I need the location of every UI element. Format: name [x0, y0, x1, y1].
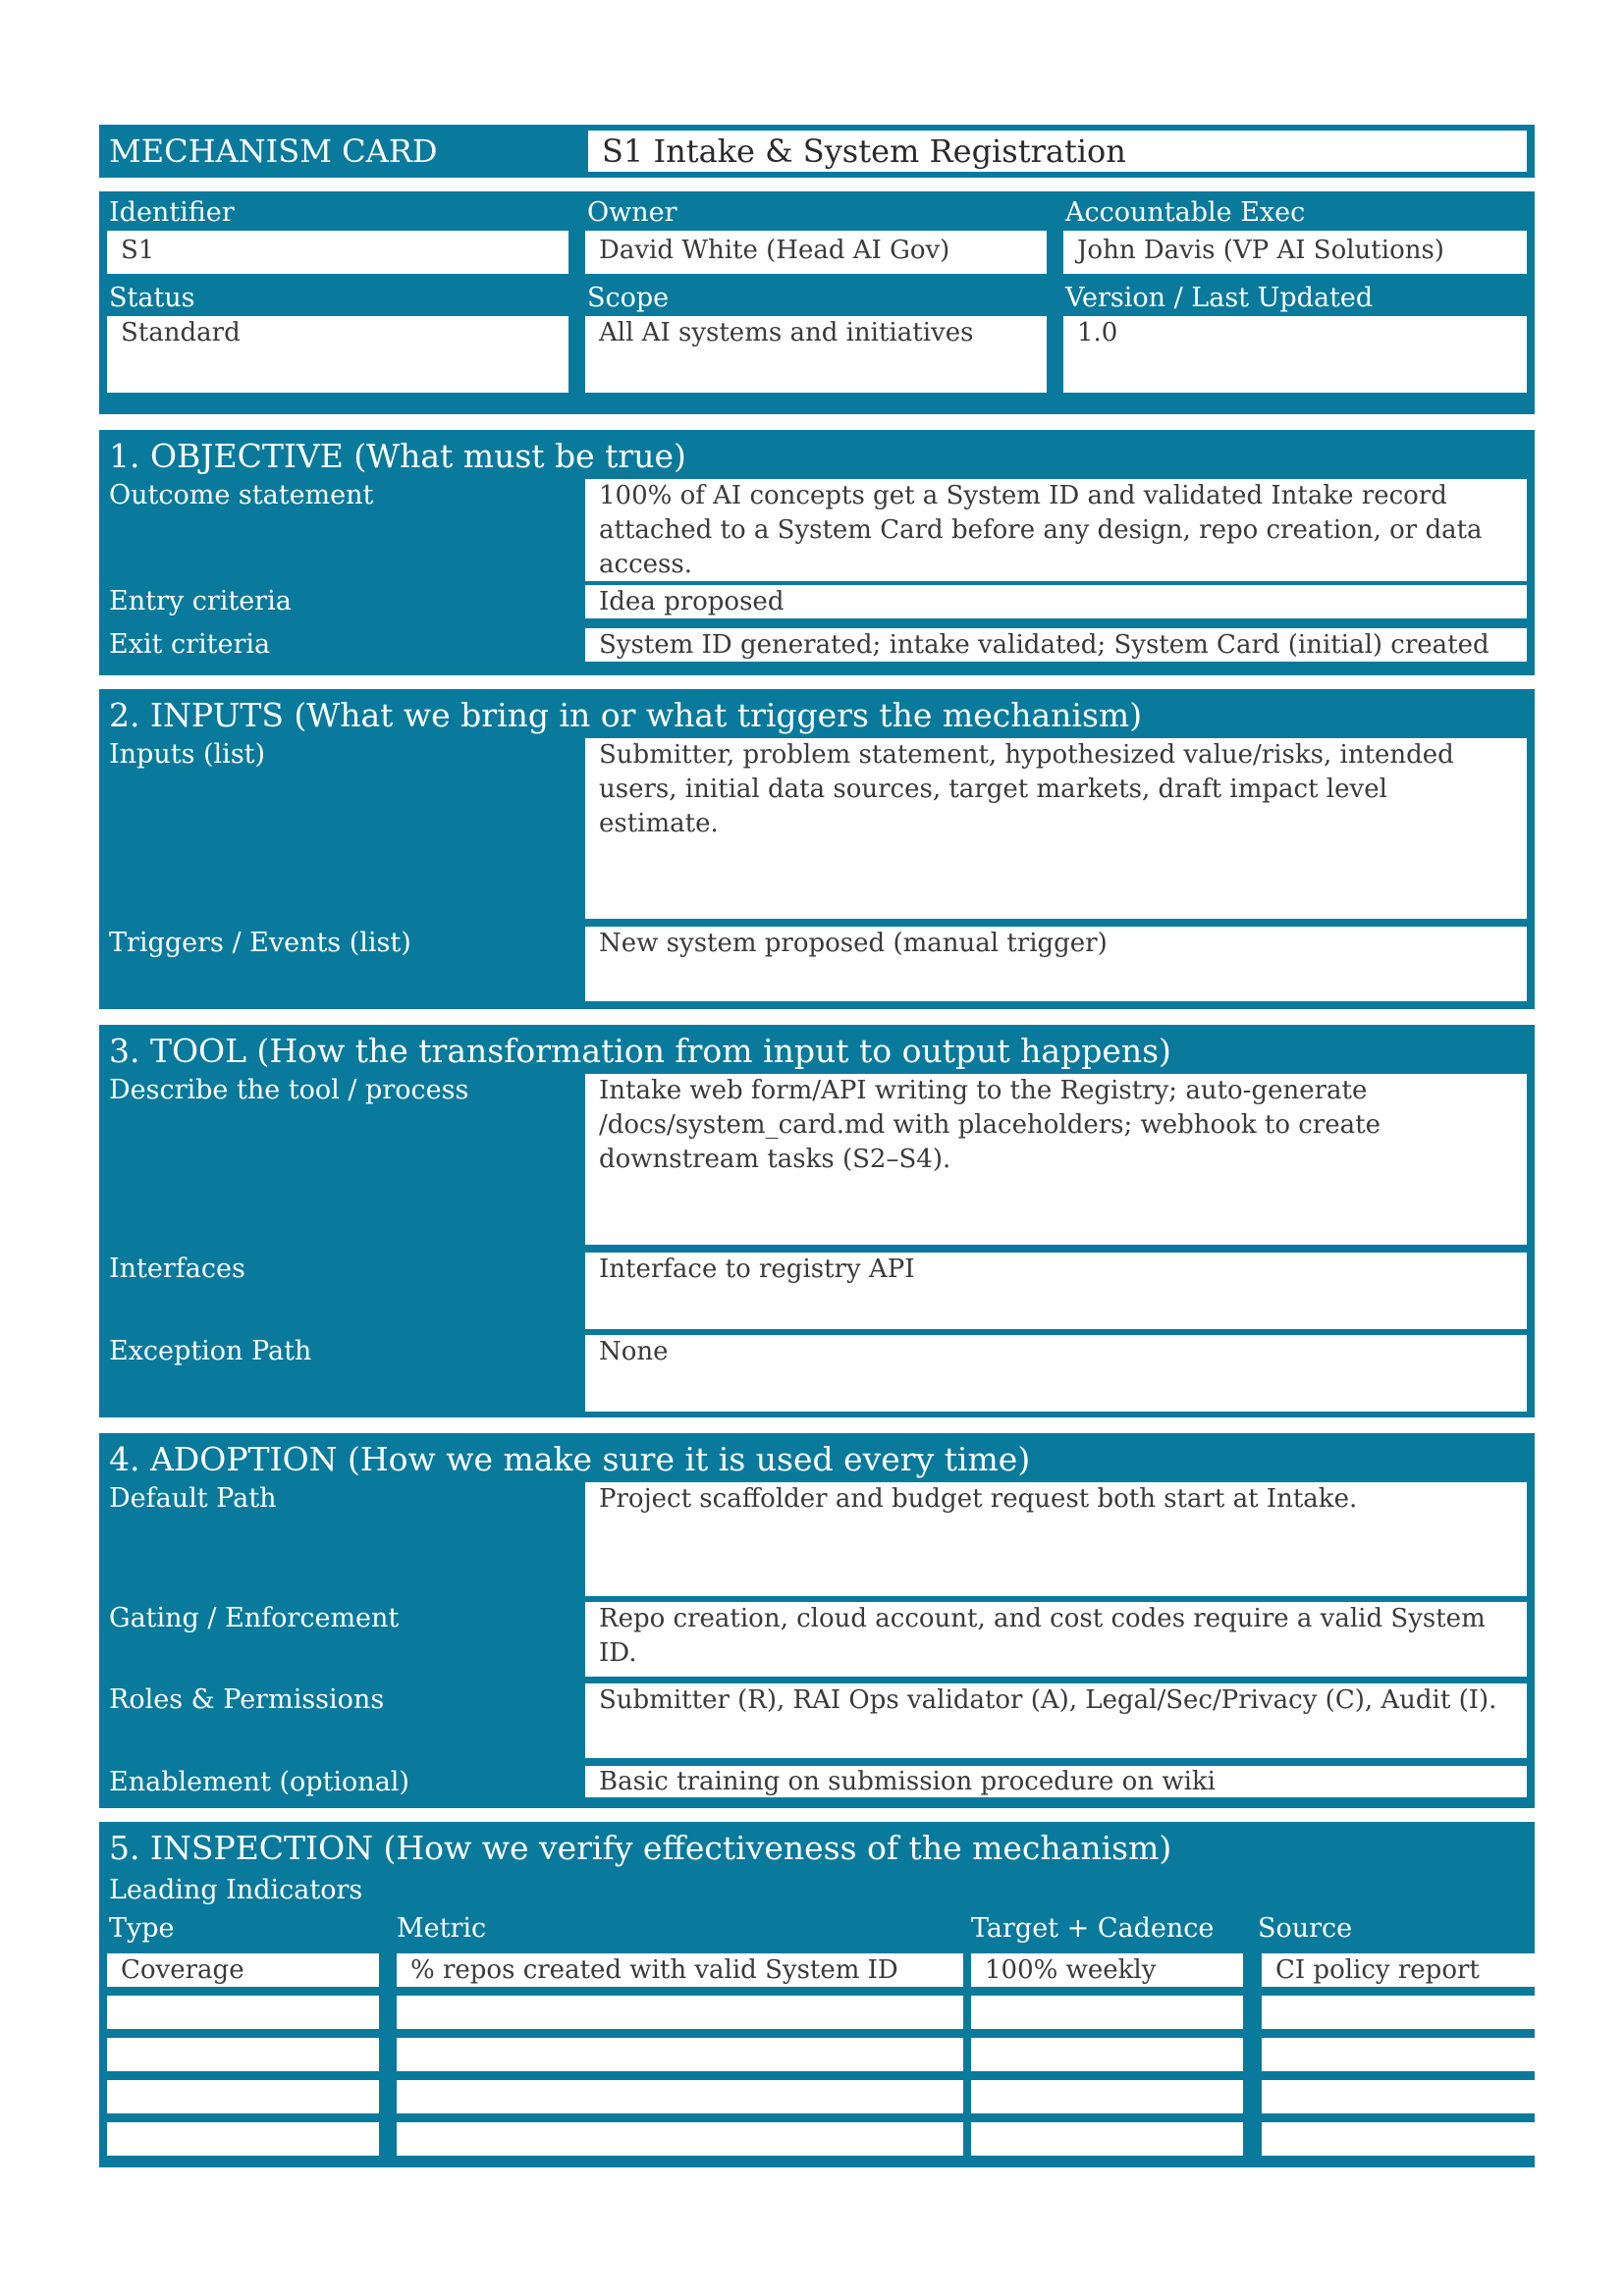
section-inspection — [99, 1822, 1535, 2167]
section-inputs — [99, 689, 1535, 1009]
col-header-type: Type — [109, 1913, 175, 1944]
indicator-cell-source: CI policy report — [1262, 1953, 1535, 1987]
identifier-value: S1 — [107, 231, 568, 274]
enablement-value: Basic training on submission procedure on wiki — [585, 1766, 1527, 1797]
indicator-cell-source — [1262, 2080, 1535, 2113]
gating-label: Gating / Enforcement — [109, 1603, 400, 1633]
identifier-label: Identifier — [109, 197, 235, 228]
indicator-cell-metric — [397, 2080, 963, 2113]
exception-path-label: Exception Path — [109, 1336, 312, 1366]
default-path-label: Default Path — [109, 1483, 277, 1514]
entry-criteria-value: Idea proposed — [585, 585, 1527, 618]
scope-label: Scope — [587, 283, 670, 313]
objective-title: 1. OBJECTIVE (What must be true) — [109, 437, 686, 475]
mechanism-card — [99, 125, 1535, 2167]
scope-value: All AI systems and initiatives — [585, 316, 1047, 393]
outcome-label: Outcome statement — [109, 480, 374, 510]
indicator-cell-type — [107, 2122, 379, 2156]
card-title: S1 Intake & System Registration — [588, 131, 1527, 172]
interfaces-value: Interface to registry API — [585, 1253, 1527, 1329]
status-value: Standard — [107, 316, 568, 393]
indicator-cell-metric: % repos created with valid System ID — [397, 1953, 963, 1987]
inputs-list-label: Inputs (list) — [109, 739, 266, 770]
indicator-cell-type: Coverage — [107, 1953, 379, 1987]
owner-label: Owner — [587, 197, 677, 228]
tool-describe-value: Intake web form/API writing to the Registry; auto-generate /docs/system_card.md with placeholders; webhook to create downstream tasks (S2–S4). — [585, 1074, 1527, 1245]
version-value: 1.0 — [1063, 316, 1527, 393]
roles-value: Submitter (R), RAI Ops validator (A), Legal/Sec/Privacy (C), Audit (I). — [585, 1683, 1527, 1758]
title-bar — [99, 125, 1535, 178]
col-header-metric: Metric — [397, 1913, 487, 1944]
indicator-cell-metric — [397, 2038, 963, 2071]
col-header-target: Target + Cadence — [971, 1913, 1215, 1944]
inspection-title: 5. INSPECTION (How we verify effectiveness of the mechanism) — [109, 1829, 1172, 1867]
indicator-table — [107, 1910, 1527, 2156]
adoption-title: 4. ADOPTION (How we make sure it is used every time) — [109, 1440, 1031, 1478]
indicator-cell-target — [971, 2122, 1243, 2156]
leading-indicators-label: Leading Indicators — [109, 1875, 363, 1905]
triggers-label: Triggers / Events (list) — [109, 928, 411, 958]
indicator-cell-type — [107, 1996, 379, 2029]
indicator-cell-source — [1262, 2038, 1535, 2071]
section-adoption — [99, 1433, 1535, 1808]
status-label: Status — [109, 283, 195, 313]
tool-describe-label: Describe the tool / process — [109, 1075, 469, 1105]
tool-title: 3. TOOL (How the transformation from input to output happens) — [109, 1032, 1171, 1070]
indicator-cell-type — [107, 2038, 379, 2071]
default-path-value: Project scaffolder and budget request both start at Intake. — [585, 1482, 1527, 1596]
accountable-exec-value: John Davis (VP AI Solutions) — [1063, 231, 1527, 274]
exception-path-value: None — [585, 1335, 1527, 1412]
exit-criteria-value: System ID generated; intake validated; System Card (initial) created — [585, 628, 1527, 662]
indicator-cell-source — [1262, 1996, 1535, 2029]
indicator-cell-target: 100% weekly — [971, 1953, 1243, 1987]
version-label: Version / Last Updated — [1065, 283, 1374, 313]
outcome-value: 100% of AI concepts get a System ID and validated Intake record attached to a System Card before any design, repo creation, or data access. — [585, 479, 1527, 581]
inputs-title: 2. INPUTS (What we bring in or what triggers the mechanism) — [109, 696, 1143, 734]
accountable-exec-label: Accountable Exec — [1065, 197, 1306, 228]
entry-criteria-label: Entry criteria — [109, 586, 292, 616]
interfaces-label: Interfaces — [109, 1254, 245, 1284]
indicator-cell-metric — [397, 1996, 963, 2029]
section-objective — [99, 430, 1535, 675]
owner-value: David White (Head AI Gov) — [585, 231, 1047, 274]
indicator-cell-target — [971, 2080, 1243, 2113]
exit-criteria-label: Exit criteria — [109, 629, 271, 660]
info-grid — [99, 191, 1535, 414]
col-header-source: Source — [1258, 1913, 1353, 1944]
indicator-cell-source — [1262, 2122, 1535, 2156]
section-tool — [99, 1025, 1535, 1417]
indicator-cell-metric — [397, 2122, 963, 2156]
indicator-cell-target — [971, 1996, 1243, 2029]
gating-value: Repo creation, cloud account, and cost codes require a valid System ID. — [585, 1602, 1527, 1677]
card-label: MECHANISM CARD — [109, 133, 438, 170]
inputs-list-value: Submitter, problem statement, hypothesized value/risks, intended users, initial data sources, target markets, draft impact level estimate. — [585, 738, 1527, 919]
triggers-value: New system proposed (manual trigger) — [585, 927, 1527, 1001]
indicator-cell-target — [971, 2038, 1243, 2071]
roles-label: Roles & Permissions — [109, 1684, 385, 1715]
enablement-label: Enablement (optional) — [109, 1767, 409, 1797]
indicator-cell-type — [107, 2080, 379, 2113]
